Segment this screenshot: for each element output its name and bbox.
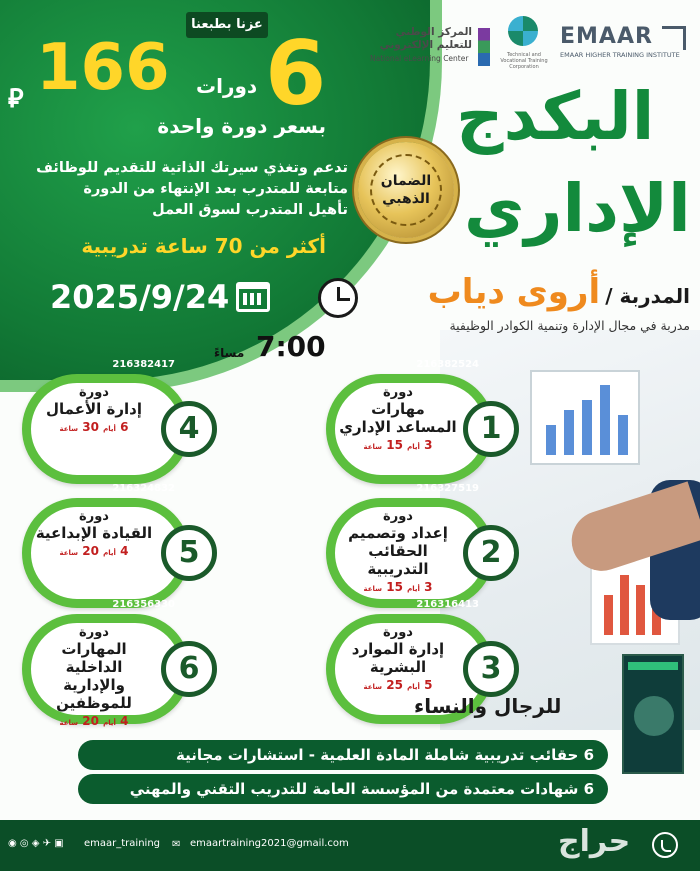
course-duration: 4 أيام 20 ساعة [59,544,129,558]
benefits-list [18,158,348,221]
course-code: 216382417 [112,359,175,370]
course-label: دورة [79,625,109,640]
course-number: 5 [161,525,217,581]
nelc-name-line-1: المركز الوطني [395,26,472,38]
emaar-mark-icon [662,26,686,50]
chart-board [530,370,640,465]
badge-line-2: الذهبي [382,191,430,207]
course-duration: 5 أيام 25 ساعة [363,678,433,692]
course-code: 216356330 [112,599,175,610]
course-card-1 [326,359,502,484]
time-suffix: مساءً [214,346,245,360]
course-label: دورة [383,385,413,400]
course-number: 1 [463,401,519,457]
training-hours: أكثر من 70 ساعة تدريبية [81,234,326,258]
courses-count-label: دورات [196,74,258,98]
clock-icon [318,278,358,318]
course-duration: 6 أيام 30 ساعة [59,420,129,434]
start-time: 7:00 [256,330,326,363]
course-number: 4 [161,401,217,457]
gold-guarantee-badge [358,142,454,238]
course-duration: 3 أيام 15 ساعة [363,438,433,452]
course-card-2 [326,483,502,608]
trainer-description: مدربة في مجال الإدارة وتنمية الكوادر الوظيفية [449,318,690,333]
trainer [380,272,690,312]
benefit-item: تدعم وتغذي سيرتك الذاتية للتقديم للوظائف [36,160,348,176]
nelc-mark-icon [478,28,490,66]
nelc-logo [370,26,488,70]
tvtc-emblem-icon [508,16,538,46]
benefit-item: متابعة للمتدرب بعد الإنتهاء من الدورة [83,181,348,197]
tvtc-text: Technical and Vocational Training Corporation [500,52,548,70]
slogan: عزنا بطبعنا [186,12,268,38]
course-label: دورة [383,509,413,524]
nelc-name-en: National eLearning Center [370,54,469,63]
trainer-role: المدربة / [605,284,690,308]
course-name: القيادة الإبداعية [35,524,153,542]
course-label: دورة [79,385,109,400]
start-date: 2025/9/24 [50,278,230,316]
price: 166 [36,31,170,105]
course-code: 216382524 [416,359,479,370]
course-card-5 [22,483,200,608]
courses-count: 6 [265,22,327,125]
course-label: دورة [383,625,413,640]
course-card-6 [22,599,200,728]
nelc-name-line-2: للتعليم الإلكتروني [379,39,472,51]
whatsapp-icon[interactable] [652,832,678,858]
package-title-line-1: البكدج [456,78,655,155]
package-title-line-2: الإداري [464,170,691,247]
course-code: 216324832 [112,483,175,494]
emaar-wordmark: EMAAR [560,24,653,49]
riyal-symbol: ⃁ [8,84,24,114]
emaar-logo [560,24,690,70]
tvtc-logo [496,14,552,70]
features-strip-1: 6 حقائب تدريبية شاملة المادة العلمية - استشارات مجانية [78,740,608,770]
course-name: إدارة الموارد البشرية [351,640,445,676]
course-duration: 3 أيام 15 ساعة [363,580,433,594]
haraj-watermark: حراج [558,824,631,859]
course-code: 216327519 [416,483,479,494]
social-handle[interactable]: emaar_training [84,838,161,849]
course-duration: 4 أيام 20 ساعة [59,714,129,728]
calendar-icon [236,282,270,312]
course-card-4 [22,359,200,484]
trainer-name: أروى دياب [427,272,601,312]
audience: للرجال والنساء [414,694,562,718]
training-bag-image [622,654,684,774]
course-name: مهارات المساعد الإداري [339,400,457,436]
features-strip-2: 6 شهادات معتمدة من المؤسسة العامة للتدريب التقني والمهني [78,774,608,804]
course-name: إعداد وتصميم الحقائب التدريبية [348,524,448,578]
course-label: دورة [79,509,109,524]
email-address[interactable]: emaartraining2021@gmail.com [190,838,349,849]
email-icon: ✉ [172,839,181,850]
course-number: 3 [463,641,519,697]
benefit-item: تأهيل المتدرب لسوق العمل [152,202,348,218]
course-code: 216316413 [416,599,479,610]
social-icons[interactable]: ◉ ◎ ◈ ✈ ▣ [8,838,64,849]
course-number: 2 [463,525,519,581]
course-name: إدارة الأعمال [46,400,142,418]
course-name: المهارات الداخلية والإدارية للموظفين [56,640,132,712]
badge-line-1: الضمان [380,173,432,189]
emaar-subtitle: EMAAR HIGHER TRAINING INSTITUTE [560,51,680,59]
course-number: 6 [161,641,217,697]
price-note: بسعر دورة واحدة [157,114,326,138]
footer [0,820,700,871]
